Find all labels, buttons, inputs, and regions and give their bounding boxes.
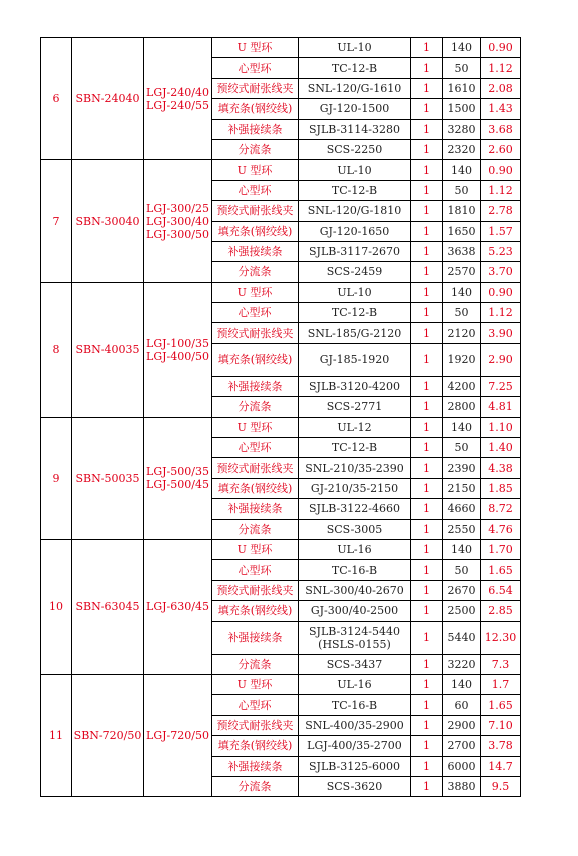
length: 3280 <box>443 119 481 139</box>
weight: 4.38 <box>481 458 521 478</box>
table-row <box>41 539 521 559</box>
weight: 1.65 <box>481 695 521 715</box>
weight: 1.70 <box>481 539 521 559</box>
part-code-line: TC-12-B <box>331 183 378 197</box>
conductor-line: LGJ-500/45 <box>146 478 209 492</box>
part-name: 心型环 <box>212 695 299 715</box>
length: 1920 <box>443 343 481 376</box>
part-code <box>299 343 411 376</box>
conductor-line: LGJ-720/50 <box>146 729 209 743</box>
part-code-line: SCS-3620 <box>326 780 383 794</box>
part-code <box>299 38 411 58</box>
part-code-line: SJLB-3125-6000 <box>309 759 400 773</box>
group-number: 10 <box>41 539 72 674</box>
quantity: 1 <box>411 621 443 654</box>
part-name: 补强接续条 <box>212 499 299 519</box>
conductor-line: LGJ-400/50 <box>146 349 209 363</box>
part-code <box>299 519 411 539</box>
part-code <box>299 376 411 396</box>
part-name: U 型环 <box>212 417 299 437</box>
quantity: 1 <box>411 99 443 119</box>
weight: 9.5 <box>481 776 521 796</box>
group-number: 7 <box>41 160 72 282</box>
part-code-line: UL-16 <box>337 543 372 557</box>
part-code-line: TC-12-B <box>331 441 378 455</box>
quantity: 1 <box>411 478 443 498</box>
model-code: SBN-24040 <box>72 38 144 160</box>
part-name: 填充条(钢绞线) <box>212 221 299 241</box>
part-code <box>299 674 411 694</box>
part-code <box>299 601 411 621</box>
part-name: 填充条(钢绞线) <box>212 343 299 376</box>
part-code <box>299 458 411 478</box>
part-code-line: SNL-185/G-2120 <box>307 326 402 340</box>
length: 2150 <box>443 478 481 498</box>
part-name: 心型环 <box>212 58 299 78</box>
weight: 1.10 <box>481 417 521 437</box>
weight: 2.78 <box>481 201 521 221</box>
model-code: SBN-720/50 <box>72 674 144 796</box>
weight: 3.78 <box>481 736 521 756</box>
table-row <box>41 282 521 302</box>
part-code <box>299 756 411 776</box>
length: 2120 <box>443 323 481 343</box>
weight: 2.60 <box>481 139 521 159</box>
length: 140 <box>443 417 481 437</box>
quantity: 1 <box>411 303 443 323</box>
weight: 1.65 <box>481 560 521 580</box>
part-code <box>299 499 411 519</box>
weight: 1.40 <box>481 438 521 458</box>
quantity: 1 <box>411 38 443 58</box>
conductor-line: LGJ-240/55 <box>146 98 209 112</box>
part-name: U 型环 <box>212 282 299 302</box>
part-code-line: SJLB-3124-5440 <box>309 624 400 638</box>
group-number: 8 <box>41 282 72 417</box>
quantity: 1 <box>411 282 443 302</box>
weight: 12.30 <box>481 621 521 654</box>
weight: 3.90 <box>481 323 521 343</box>
length: 140 <box>443 282 481 302</box>
part-code <box>299 241 411 261</box>
length: 1610 <box>443 78 481 98</box>
part-name: U 型环 <box>212 38 299 58</box>
conductor-spec <box>144 417 212 539</box>
part-name: 心型环 <box>212 438 299 458</box>
part-name: 填充条(钢绞线) <box>212 478 299 498</box>
quantity: 1 <box>411 458 443 478</box>
part-code-line: UL-10 <box>337 41 372 55</box>
weight: 14.7 <box>481 756 521 776</box>
conductor-line: LGJ-300/50 <box>146 227 209 241</box>
part-code <box>299 303 411 323</box>
part-name: 预绞式耐张线夹 <box>212 715 299 735</box>
part-name: 补强接续条 <box>212 119 299 139</box>
length: 140 <box>443 539 481 559</box>
length: 2700 <box>443 736 481 756</box>
length: 50 <box>443 303 481 323</box>
quantity: 1 <box>411 499 443 519</box>
weight: 1.7 <box>481 674 521 694</box>
part-code-line: SNL-300/40-2670 <box>305 583 404 597</box>
part-name: U 型环 <box>212 674 299 694</box>
part-code-line: UL-12 <box>337 420 372 434</box>
conductor-line: LGJ-100/35 <box>146 336 209 350</box>
part-code <box>299 397 411 417</box>
weight: 1.12 <box>481 180 521 200</box>
part-code-line: TC-12-B <box>331 306 378 320</box>
part-name: 分流条 <box>212 139 299 159</box>
conductor-line: LGJ-300/25 <box>146 201 209 215</box>
part-code <box>299 99 411 119</box>
quantity: 1 <box>411 119 443 139</box>
length: 60 <box>443 695 481 715</box>
group-number: 11 <box>41 674 72 796</box>
length: 6000 <box>443 756 481 776</box>
length: 2550 <box>443 519 481 539</box>
length: 50 <box>443 560 481 580</box>
weight: 7.3 <box>481 654 521 674</box>
conductor-spec <box>144 38 212 160</box>
length: 3880 <box>443 776 481 796</box>
part-name: 补强接续条 <box>212 621 299 654</box>
part-code <box>299 323 411 343</box>
conductor-line: LGJ-500/35 <box>146 465 209 479</box>
part-name: 补强接续条 <box>212 241 299 261</box>
part-code-line: UL-10 <box>337 163 372 177</box>
quantity: 1 <box>411 323 443 343</box>
length: 50 <box>443 438 481 458</box>
weight: 8.72 <box>481 499 521 519</box>
table-row <box>41 38 521 58</box>
part-name: 预绞式耐张线夹 <box>212 323 299 343</box>
quantity: 1 <box>411 438 443 458</box>
part-code-line: TC-12-B <box>331 61 378 75</box>
quantity: 1 <box>411 776 443 796</box>
part-code-line: SCS-2771 <box>326 400 383 414</box>
length: 2500 <box>443 601 481 621</box>
model-code: SBN-63045 <box>72 539 144 674</box>
part-name: 预绞式耐张线夹 <box>212 201 299 221</box>
table-row <box>41 674 521 694</box>
weight: 2.90 <box>481 343 521 376</box>
quantity: 1 <box>411 560 443 580</box>
length: 2320 <box>443 139 481 159</box>
length: 50 <box>443 180 481 200</box>
part-name: 分流条 <box>212 519 299 539</box>
length: 2670 <box>443 580 481 600</box>
part-code-line-2: (HSLS-0155) <box>318 637 391 651</box>
conductor-spec <box>144 282 212 417</box>
part-code <box>299 654 411 674</box>
quantity: 1 <box>411 674 443 694</box>
conductor-spec <box>144 160 212 282</box>
part-code-line: SCS-2250 <box>326 143 383 157</box>
length: 1500 <box>443 99 481 119</box>
part-name: 预绞式耐张线夹 <box>212 580 299 600</box>
part-name: 心型环 <box>212 303 299 323</box>
part-code <box>299 715 411 735</box>
part-code <box>299 160 411 180</box>
part-code <box>299 695 411 715</box>
part-name: 填充条(钢绞线) <box>212 736 299 756</box>
quantity: 1 <box>411 715 443 735</box>
part-code-line: SCS-3437 <box>326 657 383 671</box>
quantity: 1 <box>411 139 443 159</box>
weight: 6.54 <box>481 580 521 600</box>
quantity: 1 <box>411 580 443 600</box>
part-name: U 型环 <box>212 160 299 180</box>
part-code-line: SJLB-3120-4200 <box>309 380 400 394</box>
quantity: 1 <box>411 756 443 776</box>
length: 3220 <box>443 654 481 674</box>
model-code: SBN-50035 <box>72 417 144 539</box>
part-code <box>299 119 411 139</box>
quantity: 1 <box>411 397 443 417</box>
length: 2900 <box>443 715 481 735</box>
part-name: 分流条 <box>212 654 299 674</box>
part-code <box>299 478 411 498</box>
part-name: 心型环 <box>212 560 299 580</box>
weight: 0.90 <box>481 38 521 58</box>
weight: 1.12 <box>481 58 521 78</box>
part-code <box>299 282 411 302</box>
quantity: 1 <box>411 201 443 221</box>
table-row <box>41 160 521 180</box>
weight: 4.81 <box>481 397 521 417</box>
part-code-line: SJLB-3117-2670 <box>309 245 400 259</box>
part-code-line: UL-10 <box>337 285 372 299</box>
part-code <box>299 776 411 796</box>
part-name: 分流条 <box>212 776 299 796</box>
weight: 1.85 <box>481 478 521 498</box>
group-number: 9 <box>41 417 72 539</box>
part-code-line: GJ-185-1920 <box>319 353 390 367</box>
part-code <box>299 221 411 241</box>
conductor-spec <box>144 674 212 796</box>
part-code-line: GJ-120-1500 <box>319 102 390 116</box>
length: 4660 <box>443 499 481 519</box>
conductor-line: LGJ-300/40 <box>146 214 209 228</box>
quantity: 1 <box>411 519 443 539</box>
weight: 4.76 <box>481 519 521 539</box>
weight: 7.10 <box>481 715 521 735</box>
weight: 7.25 <box>481 376 521 396</box>
quantity: 1 <box>411 78 443 98</box>
length: 140 <box>443 38 481 58</box>
part-code-line: SCS-2459 <box>326 265 383 279</box>
part-name: 补强接续条 <box>212 756 299 776</box>
part-code <box>299 736 411 756</box>
quantity: 1 <box>411 417 443 437</box>
part-code <box>299 139 411 159</box>
model-code: SBN-30040 <box>72 160 144 282</box>
weight: 2.08 <box>481 78 521 98</box>
group-number: 6 <box>41 38 72 160</box>
weight: 1.43 <box>481 99 521 119</box>
part-name: 分流条 <box>212 262 299 282</box>
part-code <box>299 180 411 200</box>
quantity: 1 <box>411 241 443 261</box>
conductor-line: LGJ-240/40 <box>146 85 209 99</box>
part-code-line: GJ-210/35-2150 <box>310 482 399 495</box>
length: 140 <box>443 674 481 694</box>
length: 3638 <box>443 241 481 261</box>
part-code <box>299 621 411 654</box>
weight: 1.12 <box>481 303 521 323</box>
part-code-line: SNL-120/G-1610 <box>307 81 402 95</box>
part-name: 心型环 <box>212 180 299 200</box>
weight: 2.85 <box>481 601 521 621</box>
part-name: 预绞式耐张线夹 <box>212 78 299 98</box>
part-code-line: SJLB-3114-3280 <box>309 122 400 136</box>
part-code <box>299 539 411 559</box>
length: 4200 <box>443 376 481 396</box>
conductor-spec <box>144 539 212 674</box>
table-row <box>41 417 521 437</box>
part-code-line: GJ-120-1650 <box>319 224 390 238</box>
part-code <box>299 417 411 437</box>
length: 140 <box>443 160 481 180</box>
weight: 3.70 <box>481 262 521 282</box>
part-code <box>299 262 411 282</box>
part-code <box>299 438 411 458</box>
quantity: 1 <box>411 160 443 180</box>
fittings-spec-table <box>40 37 521 797</box>
part-code <box>299 78 411 98</box>
model-code: SBN-40035 <box>72 282 144 417</box>
length: 5440 <box>443 621 481 654</box>
part-code-line: UL-16 <box>337 678 372 692</box>
part-name: 预绞式耐张线夹 <box>212 458 299 478</box>
weight: 0.90 <box>481 160 521 180</box>
weight: 3.68 <box>481 119 521 139</box>
part-name: 补强接续条 <box>212 376 299 396</box>
part-code-line: LGJ-400/35-2700 <box>307 739 402 753</box>
part-code-line: GJ-300/40-2500 <box>310 604 399 618</box>
weight: 0.90 <box>481 282 521 302</box>
quantity: 1 <box>411 376 443 396</box>
length: 1810 <box>443 201 481 221</box>
weight: 1.57 <box>481 221 521 241</box>
part-code-line: SNL-120/G-1810 <box>307 204 402 218</box>
part-code <box>299 580 411 600</box>
part-code-line: SNL-400/35-2900 <box>305 718 404 732</box>
part-code <box>299 58 411 78</box>
part-code-line: TC-16-B <box>331 563 378 577</box>
quantity: 1 <box>411 736 443 756</box>
length: 2570 <box>443 262 481 282</box>
quantity: 1 <box>411 539 443 559</box>
quantity: 1 <box>411 262 443 282</box>
quantity: 1 <box>411 654 443 674</box>
quantity: 1 <box>411 343 443 376</box>
part-code <box>299 201 411 221</box>
part-name: 填充条(钢绞线) <box>212 99 299 119</box>
weight: 5.23 <box>481 241 521 261</box>
part-code <box>299 560 411 580</box>
quantity: 1 <box>411 695 443 715</box>
part-code-line: SJLB-3122-4660 <box>309 502 400 516</box>
quantity: 1 <box>411 601 443 621</box>
length: 50 <box>443 58 481 78</box>
table-body <box>41 38 521 797</box>
quantity: 1 <box>411 180 443 200</box>
part-code-line: SCS-3005 <box>326 522 383 536</box>
part-name: 填充条(钢绞线) <box>212 601 299 621</box>
part-code-line: TC-16-B <box>331 698 378 712</box>
length: 2390 <box>443 458 481 478</box>
quantity: 1 <box>411 58 443 78</box>
conductor-line: LGJ-630/45 <box>146 600 209 614</box>
quantity: 1 <box>411 221 443 241</box>
part-name: U 型环 <box>212 539 299 559</box>
length: 2800 <box>443 397 481 417</box>
part-code-line: SNL-210/35-2390 <box>305 461 404 475</box>
part-name: 分流条 <box>212 397 299 417</box>
length: 1650 <box>443 221 481 241</box>
